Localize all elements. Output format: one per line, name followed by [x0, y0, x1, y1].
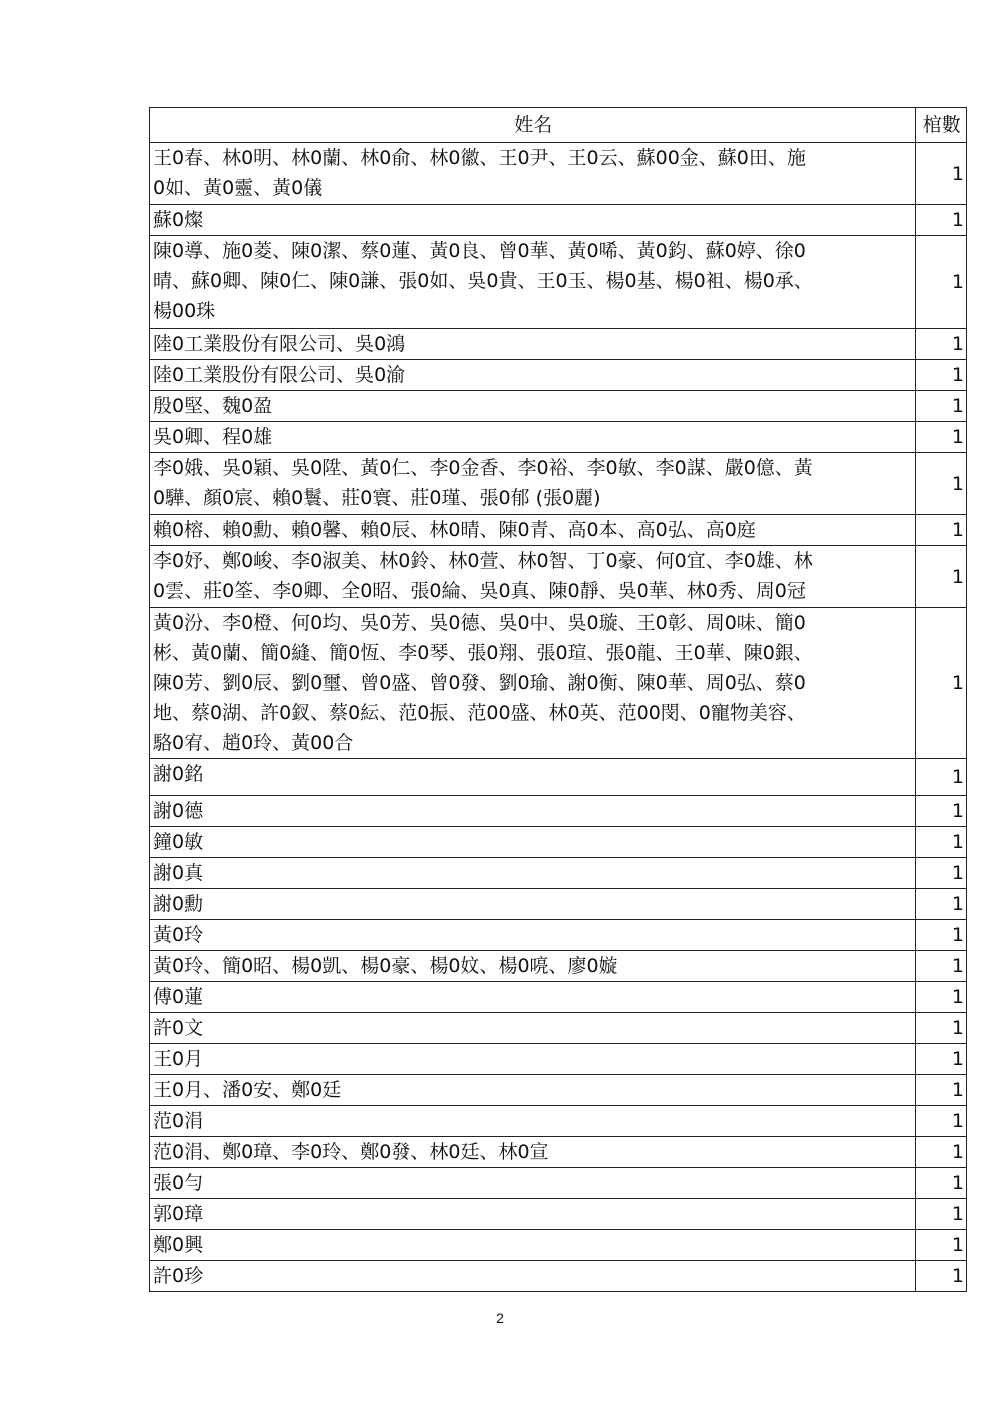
row-coffin-count: 1 [916, 1168, 967, 1199]
row-coffin-count: 1 [916, 422, 967, 453]
row-coffin-count: 1 [916, 453, 967, 515]
row-names: 李0娥、吳0穎、吳0陞、黃0仁、李0金香、李0裕、李0敏、李0謀、嚴0億、黃 0驊、顏0宸、賴0鬟、莊0寰、莊0瑾、張0郁 (張0麗) [150, 453, 916, 515]
row-coffin-count: 1 [916, 1013, 967, 1044]
table-row [150, 1044, 967, 1075]
row-names: 范0涓 [150, 1106, 916, 1137]
row-names: 郭0璋 [150, 1199, 916, 1230]
row-coffin-count: 1 [916, 143, 967, 205]
row-names: 張0勻 [150, 1168, 916, 1199]
row-names: 許0文 [150, 1013, 916, 1044]
row-coffin-count: 1 [916, 1044, 967, 1075]
row-names: 陸0工業股份有限公司、吳0鴻 [150, 329, 916, 360]
table-row [150, 1199, 967, 1230]
table-row [150, 1137, 967, 1168]
row-names: 許0珍 [150, 1261, 916, 1292]
row-coffin-count: 1 [916, 515, 967, 546]
header-coffin-count: 棺數 [916, 108, 967, 143]
row-coffin-count: 1 [916, 236, 967, 329]
row-names: 吳0卿、程0雄 [150, 422, 916, 453]
burial-records-table [149, 107, 967, 1292]
row-names: 賴0榕、賴0勳、賴0馨、賴0辰、林0晴、陳0青、高0本、高0弘、高0庭 [150, 515, 916, 546]
row-coffin-count: 1 [916, 1137, 967, 1168]
table-row [150, 143, 967, 205]
row-coffin-count: 1 [916, 858, 967, 889]
table-row [150, 608, 967, 759]
row-coffin-count: 1 [916, 1075, 967, 1106]
table-row [150, 1013, 967, 1044]
row-names: 謝0勳 [150, 889, 916, 920]
row-coffin-count: 1 [916, 546, 967, 608]
row-names: 王0月、潘0安、鄭0廷 [150, 1075, 916, 1106]
row-names: 蘇0燦 [150, 205, 916, 236]
row-names: 李0妤、鄭0峻、李0淑美、林0鈴、林0萱、林0智、丁0豪、何0宜、李0雄、林 0雲、莊0筌、李0卿、全0昭、張0綸、吳0真、陳0靜、吳0華、林0秀、周0冠 [150, 546, 916, 608]
row-coffin-count: 1 [916, 759, 967, 796]
table-row [150, 920, 967, 951]
row-coffin-count: 1 [916, 951, 967, 982]
table-row [150, 1168, 967, 1199]
row-names: 黃0玲、簡0昭、楊0凱、楊0豪、楊0妏、楊0喨、廖0嫙 [150, 951, 916, 982]
row-names: 王0月 [150, 1044, 916, 1075]
table-row [150, 1075, 967, 1106]
table-row [150, 422, 967, 453]
table-row [150, 1106, 967, 1137]
row-coffin-count: 1 [916, 329, 967, 360]
row-names: 謝0銘 [150, 759, 916, 796]
row-names: 謝0德 [150, 796, 916, 827]
row-coffin-count: 1 [916, 1230, 967, 1261]
row-names: 王0春、林0明、林0蘭、林0俞、林0徽、王0尹、王0云、蘇00金、蘇0田、施 0如、黃0靈、黃0儀 [150, 143, 916, 205]
page-number: 2 [496, 1310, 504, 1326]
table-row [150, 827, 967, 858]
row-coffin-count: 1 [916, 391, 967, 422]
row-coffin-count: 1 [916, 920, 967, 951]
table-row [150, 759, 967, 796]
row-names: 鐘0敏 [150, 827, 916, 858]
row-names: 鄭0興 [150, 1230, 916, 1261]
table-row [150, 360, 967, 391]
table-row [150, 858, 967, 889]
table-row [150, 205, 967, 236]
table-row [150, 1230, 967, 1261]
row-coffin-count: 1 [916, 360, 967, 391]
row-names: 陳0導、施0菱、陳0潔、蔡0蓮、黃0良、曾0華、黃0唏、黃0鈞、蘇0婷、徐0 晴、蘇0卿、陳0仁、陳0謙、張0如、吳0貴、王0玉、楊0基、楊0袓、楊0承、 楊00珠 [150, 236, 916, 329]
row-coffin-count: 1 [916, 982, 967, 1013]
row-coffin-count: 1 [916, 1199, 967, 1230]
table-row [150, 889, 967, 920]
table-row [150, 796, 967, 827]
header-name: 姓名 [150, 108, 916, 143]
row-names: 陸0工業股份有限公司、吳0渝 [150, 360, 916, 391]
table-row [150, 982, 967, 1013]
row-coffin-count: 1 [916, 1261, 967, 1292]
table-row [150, 546, 967, 608]
table-row [150, 236, 967, 329]
table-row [150, 515, 967, 546]
row-names: 黃0玲 [150, 920, 916, 951]
table-row [150, 391, 967, 422]
table-header-row [150, 108, 967, 143]
table-row [150, 329, 967, 360]
row-names: 殷0堅、魏0盈 [150, 391, 916, 422]
row-coffin-count: 1 [916, 796, 967, 827]
table-row [150, 1261, 967, 1292]
row-coffin-count: 1 [916, 205, 967, 236]
row-names: 傅0蓮 [150, 982, 916, 1013]
table-row [150, 453, 967, 515]
row-coffin-count: 1 [916, 608, 967, 759]
row-coffin-count: 1 [916, 827, 967, 858]
table-row [150, 951, 967, 982]
row-names: 謝0真 [150, 858, 916, 889]
row-coffin-count: 1 [916, 889, 967, 920]
row-coffin-count: 1 [916, 1106, 967, 1137]
row-names: 范0涓、鄭0璋、李0玲、鄭0發、林0廷、林0宣 [150, 1137, 916, 1168]
row-names: 黃0汾、李0橙、何0均、吳0芳、吳0德、吳0中、吳0璇、王0彰、周0味、簡0 彬、黃0蘭、簡0縫、簡0恆、李0琴、張0翔、張0瑄、張0龍、王0華、陳0銀、 陳0芳、劉0辰、劉0璽、曾0盛、曾0發、劉0瑜、謝0衡、陳0華、周0弘、蔡0 地、蔡0湖、許0釵、蔡0紜、范0振、范00盛、林0英、范00閔、0寵物美容、 駱0宥、趙0玲、黃00合 [150, 608, 916, 759]
